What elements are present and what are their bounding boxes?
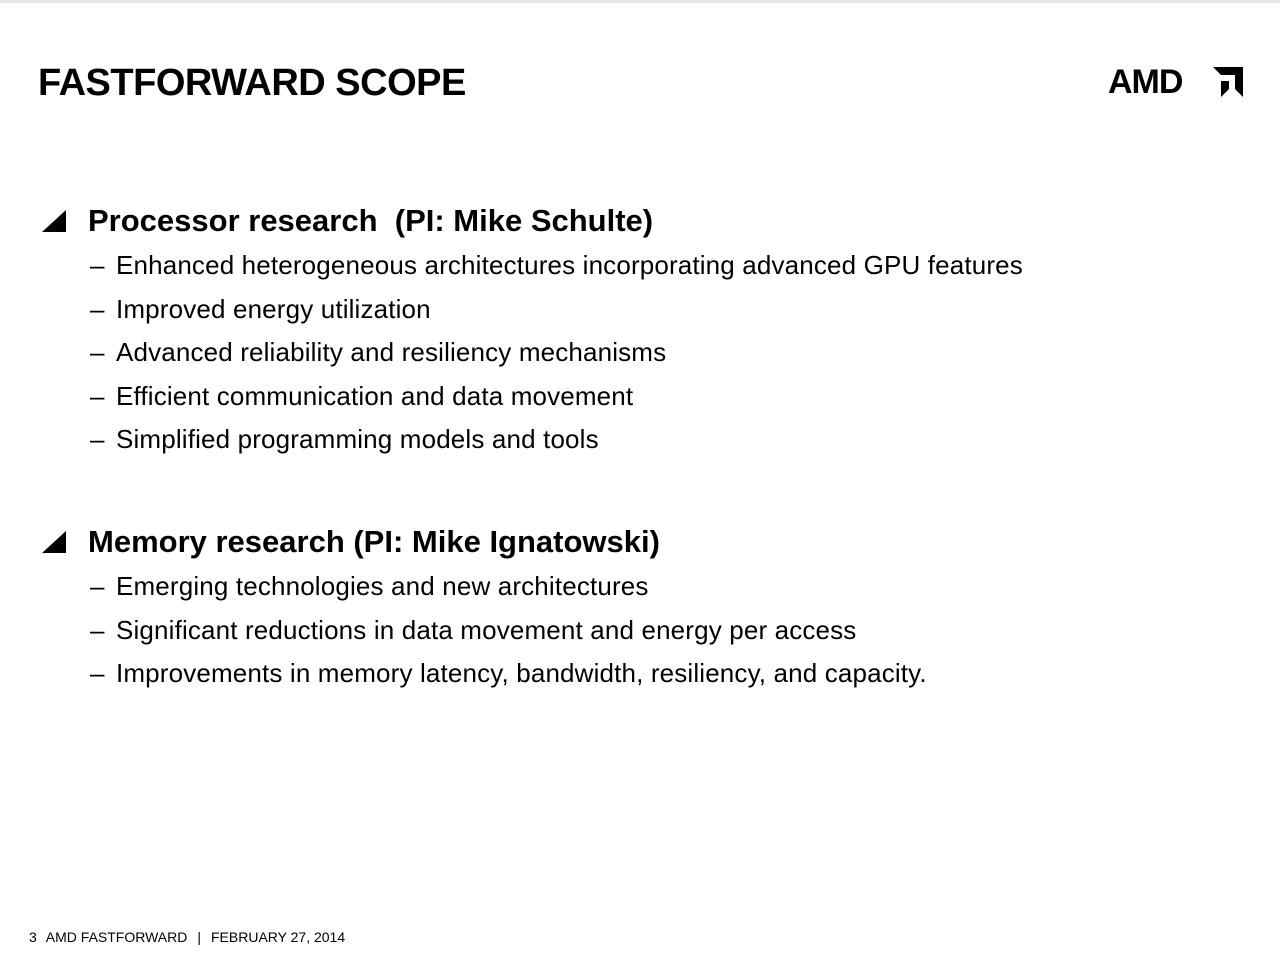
- list-item-text: Emerging technologies and new architectures: [116, 571, 649, 601]
- section-heading: [0, 519, 1280, 565]
- section-processor-research: [0, 198, 1280, 462]
- dash-bullet-icon: –: [90, 614, 105, 645]
- dash-bullet-icon: –: [90, 658, 105, 689]
- list-item-text: Efficient communication and data movement: [116, 380, 634, 411]
- page-number: 3: [29, 929, 37, 945]
- section-memory-research: [0, 519, 1280, 696]
- dash-bullet-icon: –: [90, 571, 105, 601]
- slide-footer: [29, 927, 345, 947]
- list-item-text: Advanced reliability and resiliency mechanisms: [116, 337, 667, 368]
- dash-bullet-icon: –: [90, 293, 105, 324]
- list-item-text: Simplified programming models and tools: [116, 424, 599, 455]
- section-title: Memory research (PI: Mike Ignatowski): [88, 524, 660, 559]
- list-item: [0, 652, 1280, 696]
- list-item: [0, 288, 1280, 332]
- slide-title: FASTFORWARD SCOPE: [38, 62, 466, 104]
- list-item-text: Improved energy utilization: [116, 293, 431, 324]
- list-item: [0, 565, 1280, 609]
- sub-item-list: [0, 244, 1280, 462]
- triangle-bullet-icon: [42, 531, 66, 553]
- list-item-text: Enhanced heterogeneous architectures incorporating advanced GPU features: [116, 250, 1023, 280]
- list-item-text: Improvements in memory latency, bandwidth, resiliency, and capacity.: [116, 658, 927, 689]
- sub-item-list: [0, 565, 1280, 696]
- list-item: [0, 418, 1280, 462]
- amd-arrow-icon: [1211, 65, 1245, 99]
- amd-logo: [1108, 62, 1248, 102]
- dash-bullet-icon: –: [90, 250, 105, 280]
- footer-separator: |: [197, 929, 201, 945]
- triangle-bullet-icon: [42, 210, 66, 232]
- list-item-text: Significant reductions in data movement and energy per access: [116, 614, 857, 645]
- list-item: [0, 331, 1280, 375]
- list-item: [0, 375, 1280, 419]
- dash-bullet-icon: –: [90, 337, 105, 368]
- list-item: [0, 244, 1280, 288]
- dash-bullet-icon: –: [90, 380, 105, 411]
- list-item: [0, 609, 1280, 653]
- amd-logo-text: AMD: [1108, 63, 1183, 101]
- footer-label: AMD FASTFORWARD: [45, 929, 188, 945]
- footer-date: FEBRUARY 27, 2014: [211, 929, 346, 945]
- section-title: Processor research (PI: Mike Schulte): [88, 203, 654, 238]
- section-heading: [0, 198, 1280, 244]
- dash-bullet-icon: –: [90, 424, 105, 455]
- top-border: [0, 0, 1280, 3]
